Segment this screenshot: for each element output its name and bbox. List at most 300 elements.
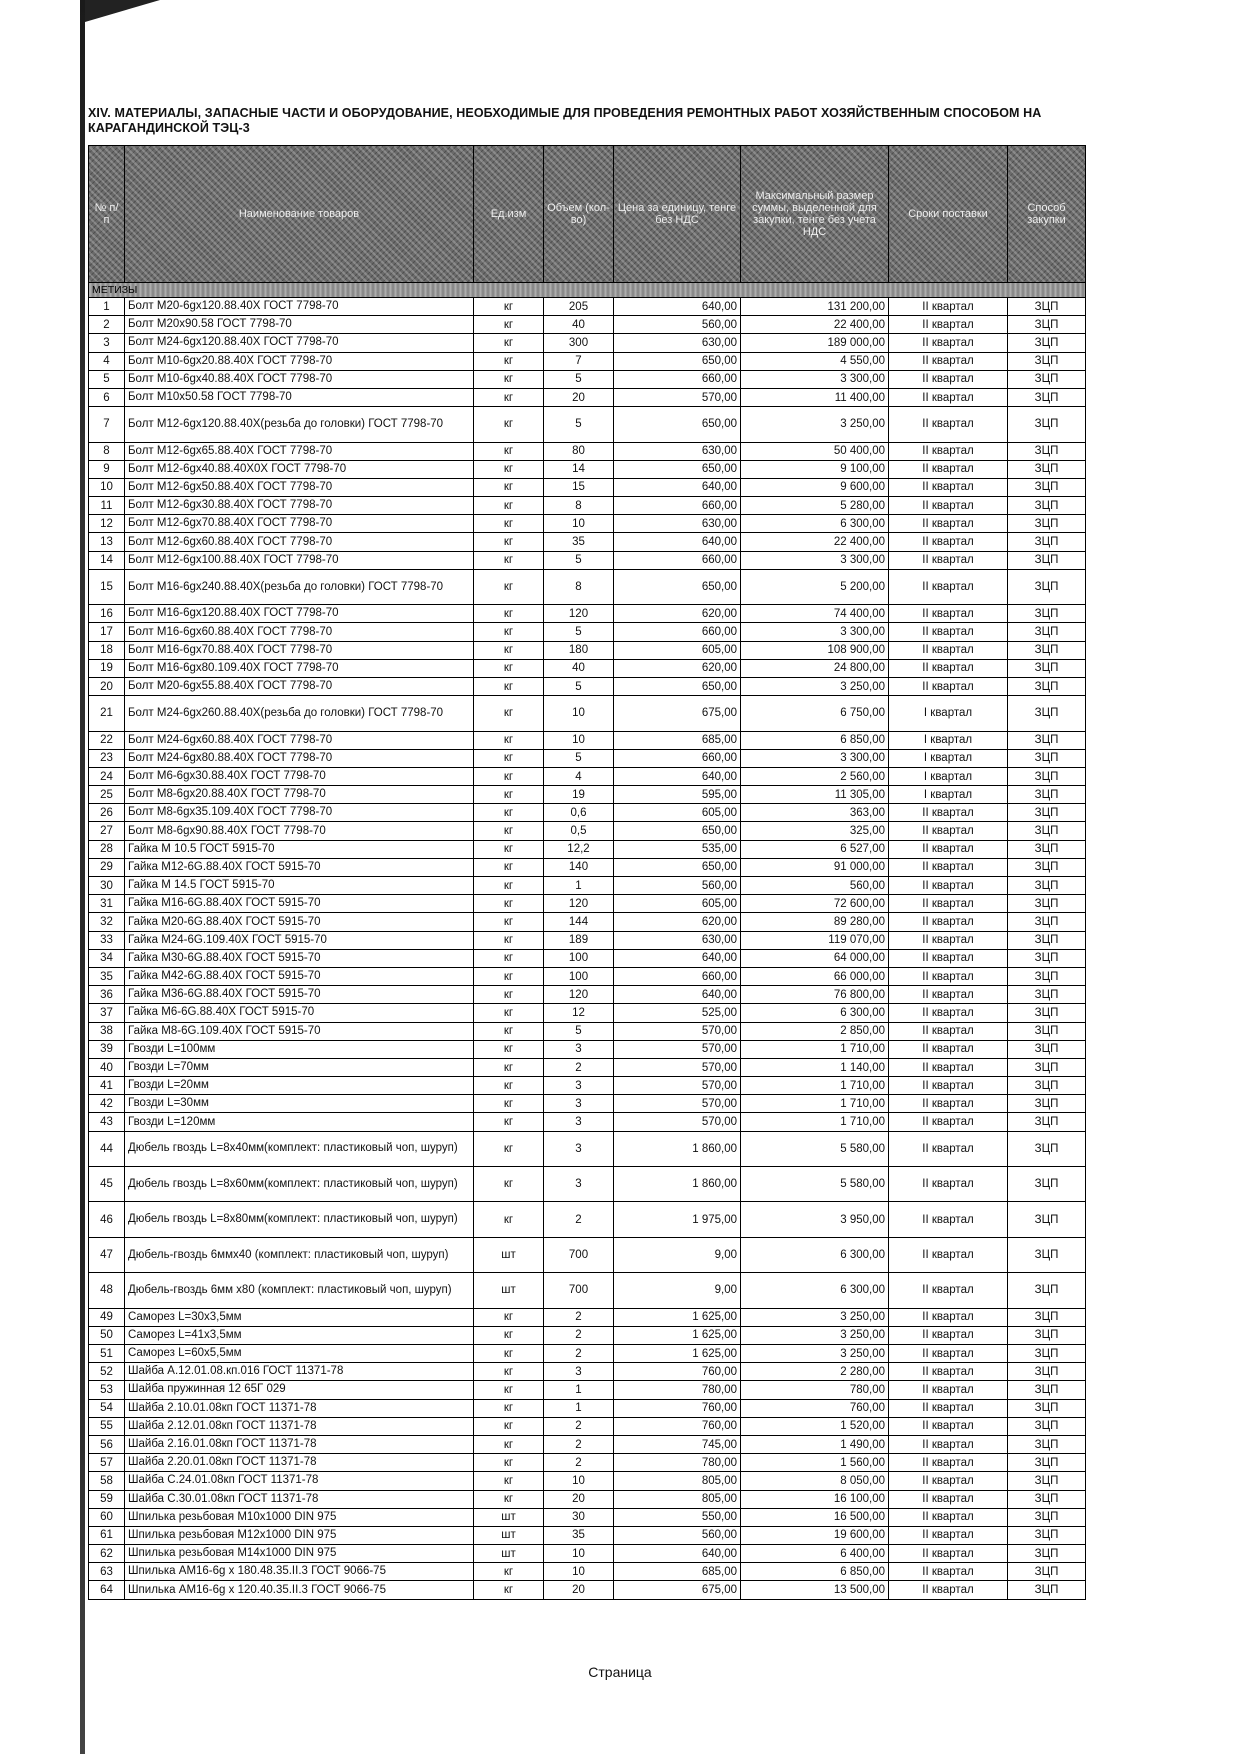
procurement-method: ЗЦП [1008,1167,1086,1202]
delivery-term: II квартал [889,388,1008,406]
row-number: 47 [89,1237,125,1272]
max-sum: 22 400,00 [741,533,889,551]
max-sum: 4 550,00 [741,352,889,370]
item-name: Болт М12-6gх40.88.40Х0Х ГОСТ 7798-70 [125,460,474,478]
item-name: Болт М16-6gх120.88.40Х ГОСТ 7798-70 [125,605,474,623]
quantity: 10 [544,1563,614,1581]
quantity: 2 [544,1345,614,1363]
quantity: 3 [544,1131,614,1166]
unit-price: 650,00 [614,858,741,876]
item-name: Болт М10х50.58 ГОСТ 7798-70 [125,388,474,406]
quantity: 3 [544,1077,614,1095]
max-sum: 363,00 [741,804,889,822]
delivery-term: II квартал [889,1435,1008,1453]
delivery-term: II квартал [889,840,1008,858]
table-row [89,1326,1086,1344]
unit-price: 570,00 [614,388,741,406]
delivery-term: II квартал [889,478,1008,496]
quantity: 14 [544,460,614,478]
quantity: 12 [544,1004,614,1022]
procurement-method: ЗЦП [1008,497,1086,515]
procurement-method: ЗЦП [1008,877,1086,895]
item-name: Гайка М6-6G.88.40Х ГОСТ 5915-70 [125,1004,474,1022]
table-row [89,804,1086,822]
unit-price: 1 860,00 [614,1131,741,1166]
row-number: 51 [89,1345,125,1363]
max-sum: 108 900,00 [741,641,889,659]
max-sum: 3 300,00 [741,623,889,641]
delivery-term: II квартал [889,1077,1008,1095]
unit-price: 570,00 [614,1058,741,1076]
item-name: Гайка М12-6G.88.40Х ГОСТ 5915-70 [125,858,474,876]
table-row [89,822,1086,840]
delivery-term: II квартал [889,1345,1008,1363]
quantity: 20 [544,1490,614,1508]
max-sum: 189 000,00 [741,334,889,352]
row-number: 57 [89,1454,125,1472]
unit-of-measure: кг [474,641,544,659]
row-number: 10 [89,478,125,496]
table-row [89,731,1086,749]
procurement-method: ЗЦП [1008,1454,1086,1472]
item-name: Шайба пружинная 12 65Г 029 [125,1381,474,1399]
quantity: 3 [544,1113,614,1131]
item-name: Гайка М30-6G.88.40Х ГОСТ 5915-70 [125,949,474,967]
procurement-method: ЗЦП [1008,1508,1086,1526]
unit-of-measure: шт [474,1545,544,1563]
max-sum: 76 800,00 [741,986,889,1004]
row-number: 61 [89,1526,125,1544]
max-sum: 74 400,00 [741,605,889,623]
row-number: 40 [89,1058,125,1076]
unit-price: 560,00 [614,877,741,895]
row-number: 32 [89,913,125,931]
col-header-procurement-method: Способ закупки [1008,146,1086,283]
item-name: Болт М12-6gх30.88.40Х ГОСТ 7798-70 [125,497,474,515]
unit-of-measure: кг [474,858,544,876]
unit-price: 660,00 [614,749,741,767]
quantity: 2 [544,1308,614,1326]
delivery-term: II квартал [889,442,1008,460]
item-name: Гайка М16-6G.88.40Х ГОСТ 5915-70 [125,895,474,913]
table-row [89,1381,1086,1399]
unit-of-measure: кг [474,931,544,949]
max-sum: 6 400,00 [741,1545,889,1563]
quantity: 2 [544,1417,614,1435]
procurement-method: ЗЦП [1008,1526,1086,1544]
row-number: 53 [89,1381,125,1399]
unit-of-measure: кг [474,786,544,804]
procurement-method: ЗЦП [1008,1273,1086,1308]
table-row [89,1399,1086,1417]
quantity: 5 [544,1022,614,1040]
row-number: 59 [89,1490,125,1508]
unit-of-measure: кг [474,605,544,623]
delivery-term: II квартал [889,1563,1008,1581]
page-footer: Страница [588,1664,652,1680]
delivery-term: II квартал [889,1508,1008,1526]
row-number: 7 [89,407,125,442]
row-number: 2 [89,316,125,334]
max-sum: 64 000,00 [741,949,889,967]
table-row [89,895,1086,913]
row-number: 39 [89,1040,125,1058]
unit-price: 660,00 [614,967,741,985]
unit-of-measure: кг [474,1077,544,1095]
quantity: 5 [544,551,614,569]
unit-price: 570,00 [614,1095,741,1113]
unit-of-measure: кг [474,1040,544,1058]
max-sum: 9 600,00 [741,478,889,496]
unit-of-measure: кг [474,822,544,840]
unit-of-measure: кг [474,407,544,442]
procurement-method: ЗЦП [1008,1095,1086,1113]
table-row [89,1022,1086,1040]
unit-price: 760,00 [614,1399,741,1417]
row-number: 22 [89,731,125,749]
row-number: 38 [89,1022,125,1040]
section-row [89,283,1086,298]
table-row [89,1004,1086,1022]
delivery-term: II квартал [889,1022,1008,1040]
table-row [89,1167,1086,1202]
quantity: 2 [544,1435,614,1453]
quantity: 0,6 [544,804,614,822]
item-name: Дюбель гвоздь L=8х80мм(комплект: пластиковый чоп, шуруп) [125,1202,474,1237]
item-name: Дюбель гвоздь L=8х40мм(комплект: пластиковый чоп, шуруп) [125,1131,474,1166]
table-row [89,1113,1086,1131]
quantity: 80 [544,442,614,460]
delivery-term: II квартал [889,1545,1008,1563]
table-row [89,388,1086,406]
item-name: Болт М12-6gх60.88.40Х ГОСТ 7798-70 [125,533,474,551]
procurement-method: ЗЦП [1008,1435,1086,1453]
procurement-method: ЗЦП [1008,786,1086,804]
max-sum: 6 527,00 [741,840,889,858]
quantity: 5 [544,407,614,442]
unit-price: 660,00 [614,370,741,388]
unit-of-measure: кг [474,1417,544,1435]
quantity: 3 [544,1095,614,1113]
table-row [89,1131,1086,1166]
item-name: Болт М16-6gх70.88.40Х ГОСТ 7798-70 [125,641,474,659]
quantity: 1 [544,877,614,895]
item-name: Болт М20х90.58 ГОСТ 7798-70 [125,316,474,334]
max-sum: 3 250,00 [741,677,889,695]
procurement-method: ЗЦП [1008,1131,1086,1166]
row-number: 31 [89,895,125,913]
unit-price: 9,00 [614,1237,741,1272]
quantity: 7 [544,352,614,370]
unit-of-measure: кг [474,1004,544,1022]
item-name: Болт М8-6gх20.88.40Х ГОСТ 7798-70 [125,786,474,804]
procurement-method: ЗЦП [1008,478,1086,496]
unit-price: 1 625,00 [614,1308,741,1326]
table-row [89,1308,1086,1326]
item-name: Шайба С.30.01.08кп ГОСТ 11371-78 [125,1490,474,1508]
unit-price: 560,00 [614,316,741,334]
delivery-term: I квартал [889,767,1008,785]
max-sum: 119 070,00 [741,931,889,949]
procurement-method: ЗЦП [1008,569,1086,604]
max-sum: 1 710,00 [741,1077,889,1095]
unit-price: 780,00 [614,1381,741,1399]
quantity: 30 [544,1508,614,1526]
quantity: 5 [544,677,614,695]
col-header-unit: Ед.изм [474,146,544,283]
row-number: 13 [89,533,125,551]
unit-price: 570,00 [614,1022,741,1040]
table-row [89,1563,1086,1581]
table-row [89,986,1086,1004]
item-name: Болт М10-6gх20.88.40Х ГОСТ 7798-70 [125,352,474,370]
row-number: 54 [89,1399,125,1417]
table-row [89,442,1086,460]
unit-price: 650,00 [614,407,741,442]
item-name: Шайба 2.20.01.08кп ГОСТ 11371-78 [125,1454,474,1472]
unit-of-measure: кг [474,388,544,406]
unit-of-measure: кг [474,1202,544,1237]
item-name: Дюбель-гвоздь 6мм х80 (комплект: пластиковый чоп, шуруп) [125,1273,474,1308]
row-number: 14 [89,551,125,569]
max-sum: 9 100,00 [741,460,889,478]
procurement-method: ЗЦП [1008,533,1086,551]
delivery-term: II квартал [889,949,1008,967]
delivery-term: II квартал [889,1326,1008,1344]
delivery-term: II квартал [889,551,1008,569]
row-number: 16 [89,605,125,623]
item-name: Шпилька резьбовая М12х1000 DIN 975 [125,1526,474,1544]
unit-of-measure: шт [474,1273,544,1308]
procurement-method: ЗЦП [1008,352,1086,370]
max-sum: 3 300,00 [741,749,889,767]
unit-of-measure: кг [474,1095,544,1113]
row-number: 33 [89,931,125,949]
procurement-method: ЗЦП [1008,460,1086,478]
table-row [89,931,1086,949]
row-number: 37 [89,1004,125,1022]
table-row [89,1077,1086,1095]
delivery-term: II квартал [889,515,1008,533]
col-header-delivery-term: Сроки поставки [889,146,1008,283]
delivery-term: II квартал [889,677,1008,695]
unit-of-measure: кг [474,659,544,677]
unit-of-measure: кг [474,1308,544,1326]
unit-of-measure: кг [474,840,544,858]
max-sum: 1 710,00 [741,1113,889,1131]
table-row [89,569,1086,604]
item-name: Шпилька резьбовая М14х1000 DIN 975 [125,1545,474,1563]
table-row [89,767,1086,785]
quantity: 205 [544,298,614,316]
row-number: 18 [89,641,125,659]
item-name: Болт М12-6gх100.88.40Х ГОСТ 7798-70 [125,551,474,569]
delivery-term: II квартал [889,1308,1008,1326]
max-sum: 3 250,00 [741,407,889,442]
quantity: 3 [544,1167,614,1202]
row-number: 43 [89,1113,125,1131]
procurement-method: ЗЦП [1008,1004,1086,1022]
row-number: 5 [89,370,125,388]
unit-price: 1 975,00 [614,1202,741,1237]
unit-of-measure: кг [474,967,544,985]
quantity: 40 [544,316,614,334]
item-name: Болт М24-6gх260.88.40Х(резьба до головки) ГОСТ 7798-70 [125,696,474,731]
unit-of-measure: кг [474,1490,544,1508]
unit-of-measure: кг [474,1563,544,1581]
unit-of-measure: кг [474,895,544,913]
procurement-method: ЗЦП [1008,913,1086,931]
max-sum: 760,00 [741,1399,889,1417]
item-name: Болт М12-6gх120.88.40Х(резьба до головки) ГОСТ 7798-70 [125,407,474,442]
table-row [89,1040,1086,1058]
delivery-term: II квартал [889,407,1008,442]
max-sum: 3 250,00 [741,1308,889,1326]
table-row [89,1490,1086,1508]
unit-price: 675,00 [614,1581,741,1599]
procurement-method: ЗЦП [1008,1563,1086,1581]
delivery-term: II квартал [889,1381,1008,1399]
unit-of-measure: кг [474,1581,544,1599]
procurement-method: ЗЦП [1008,931,1086,949]
table-row [89,1345,1086,1363]
procurement-method: ЗЦП [1008,895,1086,913]
materials-table [88,145,1086,1600]
max-sum: 3 250,00 [741,1326,889,1344]
procurement-method: ЗЦП [1008,822,1086,840]
row-number: 58 [89,1472,125,1490]
item-name: Болт М6-6gх30.88.40Х ГОСТ 7798-70 [125,767,474,785]
max-sum: 325,00 [741,822,889,840]
procurement-method: ЗЦП [1008,551,1086,569]
delivery-term: II квартал [889,1058,1008,1076]
unit-of-measure: кг [474,569,544,604]
table-row [89,1526,1086,1544]
unit-of-measure: кг [474,986,544,1004]
max-sum: 5 280,00 [741,497,889,515]
delivery-term: II квартал [889,858,1008,876]
item-name: Болт М8-6gх90.88.40Х ГОСТ 7798-70 [125,822,474,840]
table-row [89,370,1086,388]
quantity: 5 [544,623,614,641]
row-number: 28 [89,840,125,858]
max-sum: 780,00 [741,1381,889,1399]
unit-price: 805,00 [614,1490,741,1508]
table-row [89,1058,1086,1076]
quantity: 15 [544,478,614,496]
row-number: 42 [89,1095,125,1113]
unit-price: 605,00 [614,641,741,659]
delivery-term: II квартал [889,1040,1008,1058]
quantity: 10 [544,1545,614,1563]
item-name: Саморез L=41х3,5мм [125,1326,474,1344]
table-row [89,786,1086,804]
table-row [89,641,1086,659]
max-sum: 2 280,00 [741,1363,889,1381]
max-sum: 24 800,00 [741,659,889,677]
row-number: 9 [89,460,125,478]
procurement-method: ЗЦП [1008,1345,1086,1363]
unit-of-measure: кг [474,370,544,388]
procurement-method: ЗЦП [1008,1077,1086,1095]
unit-price: 620,00 [614,659,741,677]
delivery-term: II квартал [889,1113,1008,1131]
unit-of-measure: шт [474,1508,544,1526]
unit-price: 640,00 [614,767,741,785]
unit-price: 745,00 [614,1435,741,1453]
col-header-number: № п/п [89,146,125,283]
unit-price: 525,00 [614,1004,741,1022]
procurement-method: ЗЦП [1008,677,1086,695]
unit-of-measure: кг [474,749,544,767]
delivery-term: II квартал [889,641,1008,659]
max-sum: 3 250,00 [741,1345,889,1363]
quantity: 8 [544,497,614,515]
unit-price: 685,00 [614,1563,741,1581]
page-title: XIV. МАТЕРИАЛЫ, ЗАПАСНЫЕ ЧАСТИ И ОБОРУДОВАНИЕ, НЕОБХОДИМЫЕ ДЛЯ ПРОВЕДЕНИЯ РЕМОНТНЫХ РАБОТ ХОЗЯЙСТВЕННЫМ СПОСОБОМ НА КАРАГАНДИНСКОЙ ТЭЦ-3 [88,106,1042,135]
unit-price: 640,00 [614,478,741,496]
table-row [89,949,1086,967]
quantity: 700 [544,1273,614,1308]
table-header-row [89,146,1086,283]
quantity: 100 [544,949,614,967]
item-name: Болт М16-6gх240.88.40Х(резьба до головки) ГОСТ 7798-70 [125,569,474,604]
unit-price: 685,00 [614,731,741,749]
col-header-max-sum: Максимальный размер суммы, выделенной для закупки, тенге без учета НДС [741,146,889,283]
item-name: Болт М12-6gх70.88.40Х ГОСТ 7798-70 [125,515,474,533]
quantity: 2 [544,1326,614,1344]
quantity: 35 [544,533,614,551]
procurement-method: ЗЦП [1008,298,1086,316]
unit-price: 805,00 [614,1472,741,1490]
item-name: Шайба 2.12.01.08кп ГОСТ 11371-78 [125,1417,474,1435]
row-number: 11 [89,497,125,515]
max-sum: 8 050,00 [741,1472,889,1490]
quantity: 10 [544,696,614,731]
delivery-term: II квартал [889,659,1008,677]
procurement-method: ЗЦП [1008,949,1086,967]
unit-price: 630,00 [614,334,741,352]
procurement-method: ЗЦП [1008,1040,1086,1058]
unit-price: 535,00 [614,840,741,858]
table-row [89,316,1086,334]
unit-price: 550,00 [614,1508,741,1526]
procurement-method: ЗЦП [1008,442,1086,460]
max-sum: 16 500,00 [741,1508,889,1526]
quantity: 1 [544,1381,614,1399]
delivery-term: II квартал [889,986,1008,1004]
max-sum: 3 300,00 [741,370,889,388]
unit-of-measure: кг [474,1022,544,1040]
procurement-method: ЗЦП [1008,1237,1086,1272]
table-row [89,659,1086,677]
unit-of-measure: кг [474,696,544,731]
item-name: Гвозди L=70мм [125,1058,474,1076]
unit-of-measure: кг [474,533,544,551]
row-number: 27 [89,822,125,840]
item-name: Гайка М 10.5 ГОСТ 5915-70 [125,840,474,858]
item-name: Шайба А.12.01.08.кп.016 ГОСТ 11371-78 [125,1363,474,1381]
table-row [89,533,1086,551]
delivery-term: II квартал [889,497,1008,515]
item-name: Болт М16-6gх60.88.40Х ГОСТ 7798-70 [125,623,474,641]
table-row [89,478,1086,496]
unit-price: 1 625,00 [614,1345,741,1363]
unit-of-measure: кг [474,316,544,334]
row-number: 15 [89,569,125,604]
row-number: 35 [89,967,125,985]
delivery-term: II квартал [889,1399,1008,1417]
